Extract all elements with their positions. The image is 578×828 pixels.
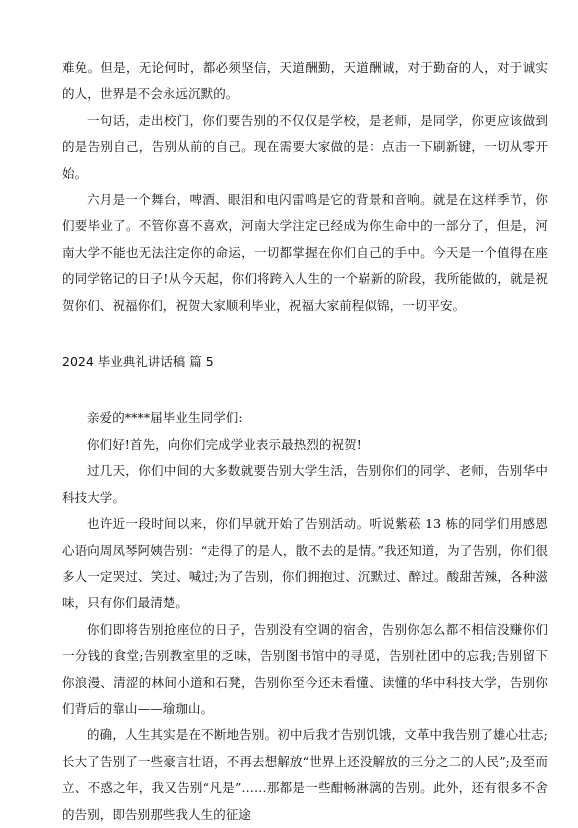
- paragraph-6: 你们即将告别抢座位的日子，告别没有空调的宿舍，告别你怎么都不相信没赚你们一分钱的食堂;告别教室里的乏味，告别图书馆中的寻觅，告别社团中的忘我;告别留下你浪漫、清涩的林间小道和石凳，告别你至今还未看懂、读懂的华中科技大学，告别你们背后的靠山——瑜珈山。: [62, 621, 548, 716]
- document-page: [62, 55, 548, 828]
- section-heading: 2024 毕业典礼讲话稿 篇 5: [62, 354, 214, 370]
- paragraph-4: 过几天，你们中间的大多数就要告别大学生活，告别你们的同学、老师，告别华中科技大学。: [62, 463, 548, 505]
- paragraph-7: 的确，人生其实是在不断地告别。初中后我才告别饥饿，文革中我告别了雄心壮志;长大了告别了一些豪言壮语，不再去想解放“世界上还没解放的三分之二的人民”;及至而立、不惑之年，我又告别“凡是”……那都是一些酣畅淋漓的告别。此外，还有很多不舍的告别，即告别那些我人生的征途: [62, 727, 548, 822]
- paragraph-2: 一句话，走出校门，你们要告别的不仅仅是学校，是老师，是同学，你更应该做到的是告别自己，告别从前的自己。现在需要大家做的是：点击一下刷新键，一切从零开始。: [62, 112, 548, 181]
- section-spacer: [62, 319, 548, 349]
- heading-spacer: [62, 375, 548, 405]
- paragraph-1: 难免。但是，无论何时，都必须坚信，天道酬勤，天道酬诚，对于勤奋的人，对于诚实的人，世界是不会永远沉默的。: [62, 60, 548, 102]
- salutation: 亲爱的****届毕业生同学们:: [87, 410, 243, 426]
- paragraph-5: 也许近一段时间以来，你们早就开始了告别活动。听说紫菘 13 栋的同学们用感恩心语向周凤琴阿姨告别：“走得了的是人，散不去的是情。”我还知道，为了告别，你们很多人一定哭过、笑过、喊过;为了告别，你们拥抱过、沉默过、醉过。酸甜苦辣，各种滋味，只有你们最清楚。: [62, 516, 548, 611]
- greeting: 你们好!首先，向你们完成学业表示最热烈的祝贺!: [87, 436, 362, 452]
- paragraph-3: 六月是一个舞台，啤酒、眼泪和电闪雷鸣是它的背景和音响。就是在这样季节，你们要毕业了。不管你喜不喜欢，河南大学注定已经成为你生命中的一部分了，但是，河南大学不能也无法注定你的命运，一切都掌握在你们自己的手中。今天是一个值得在座的同学铭记的日子!从今天起，你们将跨入人生的一个崭新的阶段，我所能做的，就是祝贺你们、祝福你们，祝贺大家顺利毕业，祝福大家前程似锦，一切平安。: [62, 192, 548, 313]
